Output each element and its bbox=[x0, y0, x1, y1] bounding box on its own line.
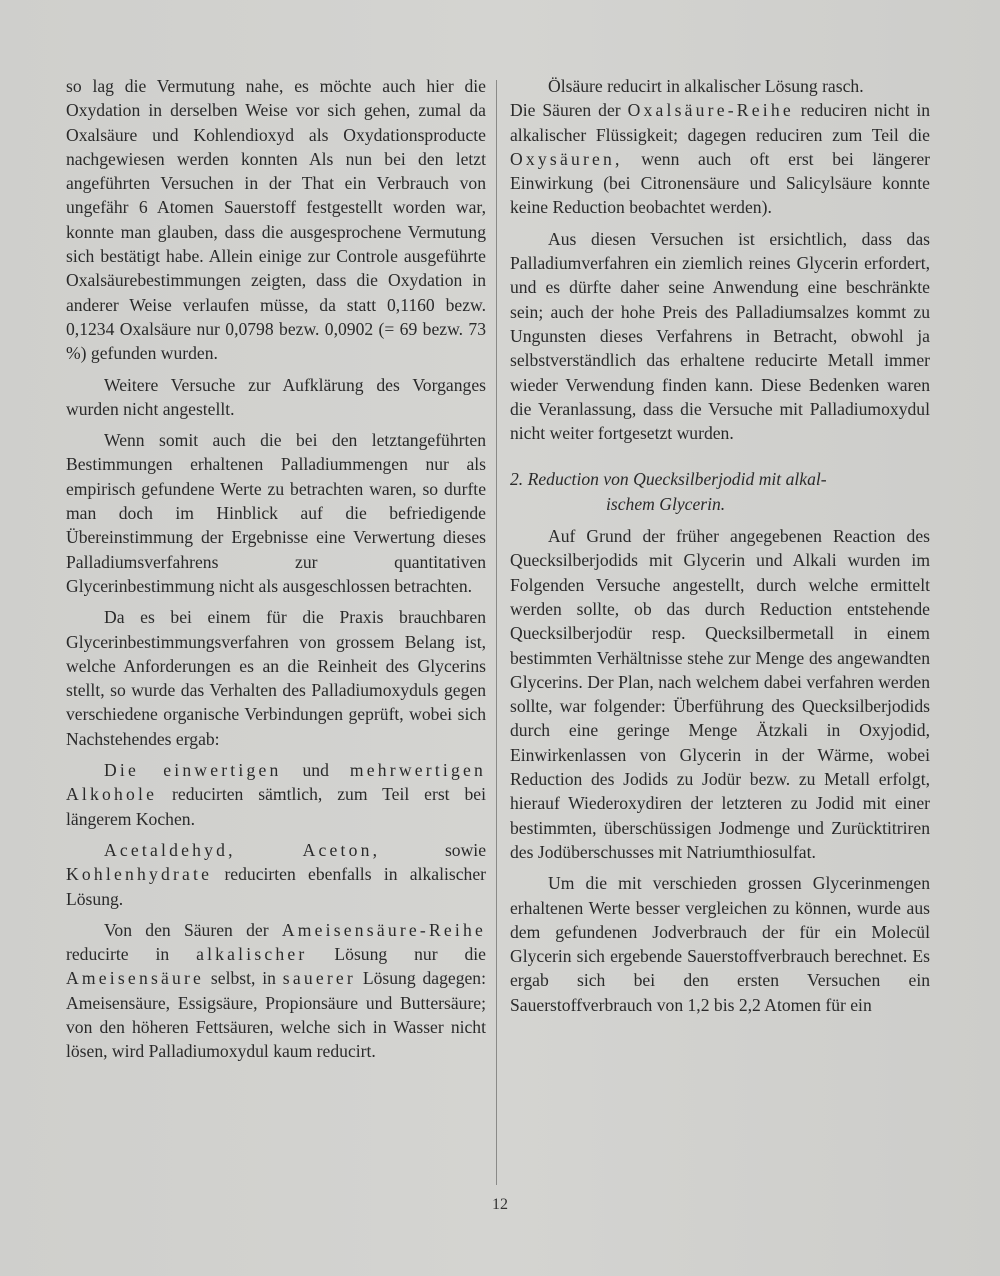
spaced-term: Ameisensäure-Reihe bbox=[281, 919, 486, 940]
paragraph: Aus diesen Versuchen ist ersichtlich, dass das Palladiumverfahren ein ziemlich reines Glycerin erfordert, und es dürfte daher seine Anwendung eine beschränkte sein; auch der hohe Preis des Palladiumsalzes kommt zu Ungunsten dieses Verfahrens in Betracht, obwohl ja selbstverständlich das erhaltene reducirte Metall immer wieder Verwendung finden kann. Diese Bedenken waren die Veranlassung, dass die Versuche mit Palladiumoxydul nicht weiter fortgesetzt wurden. bbox=[510, 228, 930, 444]
text-run: reduciren nicht in alkalischer Flüssigkeit; dagegen reduciren zum Teil die bbox=[510, 100, 930, 145]
spaced-term: Oxysäuren, bbox=[510, 148, 623, 169]
paragraph: Ölsäure reducirt in alkalischer Lösung rasch. bbox=[548, 76, 864, 96]
spaced-term: Die einwertigen bbox=[104, 760, 282, 781]
paragraph: Da es bei einem für die Praxis brauchbaren Glycerinbestimmungsverfahren von grossem Belang ist, welche Anforderungen es an die Reinheit des Glycerins stellt, so wurde das Verhalten des Palladiumoxyduls gegen verschiedene organische Verbindungen geprüft, wobei sich Nachstehendes ergab: bbox=[66, 607, 486, 749]
paragraph-aldehydes bbox=[66, 838, 486, 911]
section-heading-line: ischem Glycerin. bbox=[606, 493, 726, 514]
text-run: selbst, in bbox=[204, 968, 283, 989]
text-run: wenn auch oft erst bei längerer Einwirkung (bei Citronensäure und Salicylsäure konnte keine Reduction beobachtet werden). bbox=[510, 148, 930, 218]
page-number: 12 bbox=[492, 1196, 508, 1213]
spaced-term: Kohlenhydrate bbox=[66, 864, 213, 885]
left-text-column bbox=[66, 74, 486, 1071]
paragraph: so lag die Vermutung nahe, es möchte auch hier die Oxydation in derselben Weise vor sich gehen, zumal da Oxalsäure und Kohlendioxyd als Oxydationsproducte nachgewiesen werden konnten Als nun bei den letzt angeführten Versuchen in der That ein Verbrauch von ungefähr 6 Atomen Sauerstoff festgestellt worden war, konnte man glauben, dass die ausgesprochene Vermutung sich bestätigt habe. Allein einige zur Controle ausgeführte Oxalsäurebestimmungen zeigten, dass die Oxydation in anderer Weise verlaufen müsse, da statt 0,1160 bezw. 0,1234 Oxalsäure nur 0,0798 bezw. 0,0902 (= 69 bezw. 73 %) gefunden wurden. bbox=[66, 76, 486, 364]
column-divider bbox=[496, 80, 497, 1185]
spaced-term: mehrwertigen Alkohole bbox=[66, 760, 486, 805]
section-heading-line: 2. Reduction von Quecksilberjodid mit alkal- bbox=[510, 469, 827, 490]
spaced-term: alkalischer bbox=[196, 944, 308, 965]
paragraph-alcohols bbox=[66, 758, 486, 831]
spaced-term: Oxalsäure-Reihe bbox=[627, 100, 794, 121]
text-run: reducirte in bbox=[66, 944, 197, 965]
paragraph-acids-cont bbox=[510, 98, 930, 219]
spaced-term: sauerer bbox=[282, 968, 356, 989]
spaced-term: Acetaldehyd, Aceton, bbox=[104, 839, 381, 860]
spaced-term: Ameisensäure bbox=[66, 968, 205, 989]
right-text-column bbox=[510, 74, 930, 1024]
text-run: Lösung nur die bbox=[307, 944, 486, 965]
text-run: Die Säuren der bbox=[510, 100, 628, 121]
text-run: reducirten sämtlich, zum Teil erst bei längerem Kochen. bbox=[66, 784, 486, 829]
paragraph: Wenn somit auch die bei den letztangeführten Bestimmungen erhaltenen Palladiummengen nur als empirisch gefundene Werte zu betrachten waren, so durfte man doch im Hinblick auf die befriedigende Übereinstimmung der Ergebnisse eine Verwertung dieses Palladiumsverfahrens zur quantitativen Glycerinbestimmung nicht als ausgeschlossen betrachten. bbox=[66, 430, 486, 596]
paragraph-acids bbox=[66, 918, 486, 1064]
text-run: Lösung dagegen: Ameisensäure, Essigsäure, Propionsäure und Buttersäure; von den höheren Fettsäuren, welche sich in Wasser nicht lösen, wird Palladiumoxydul kaum reducirt. bbox=[66, 968, 486, 1062]
text-run: sowie bbox=[380, 839, 486, 860]
paragraph: Auf Grund der früher angegebenen Reaction des Quecksilberjodids mit Glycerin und Alkali wurden im Folgenden Versuche angestellt, durch welche ermittelt werden sollte, ob das durch Reduction entstehende Quecksilberjodür resp. Quecksilbermetall in einem bestimmten Verhältnisse stehe zur Menge des angewandten Glycerins. Der Plan, nach welchem dabei verfahren werden sollte, war folgender: Überführung des Quecksilberjodids durch eine geringe Menge Ätzkali in Oxyjodid, Einwirkenlassen von Glycerin in der Wärme, wobei Reduction des Jodids zu Jodür bezw. zu Metall erfolgt, hierauf Wiederoxydiren der letzteren zu Jodid mit einer bestimmten, überschüssigen Jodmenge und Zurücktitriren des Jodüberschusses mit Natriumthiosulfat. bbox=[510, 526, 930, 862]
paragraph: Weitere Versuche zur Aufklärung des Vorganges wurden nicht angestellt. bbox=[66, 374, 486, 419]
text-run: und bbox=[281, 760, 350, 781]
section-heading bbox=[510, 467, 930, 516]
paragraph: Um die mit verschieden grossen Glycerinmengen erhaltenen Werte besser vergleichen zu können, wurde aus dem gefundenen Jodverbrauch der für ein Molecül Glycerin sich ergebende Sauerstoffverbrauch berechnet. Es ergab sich bei den ersten Versuchen ein Sauerstoffverbrauch von 1,2 bis 2,2 Atomen für ein bbox=[510, 873, 930, 1015]
text-run: reducirten ebenfalls in alkalischer Lösung. bbox=[66, 864, 486, 909]
text-run: Von den Säuren der bbox=[104, 919, 282, 940]
